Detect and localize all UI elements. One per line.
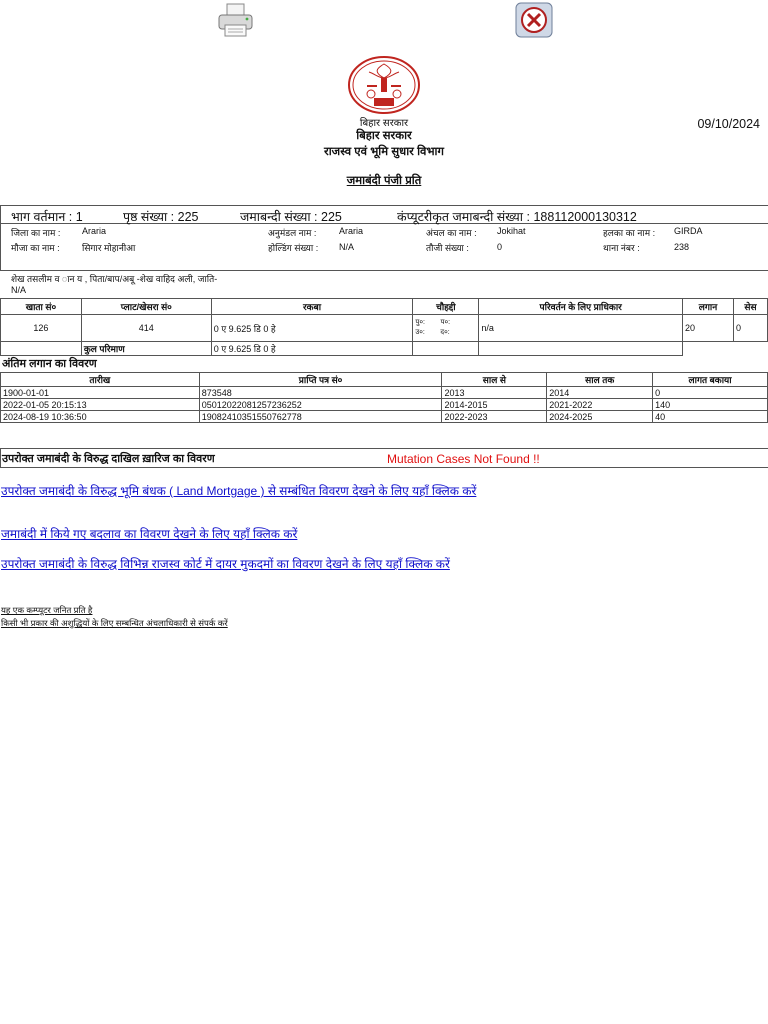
total-empty-cell bbox=[683, 342, 734, 356]
changes-link[interactable]: जमाबंदी में किये गए बदलाव का विवरण देखने के लिए यहाँ क्लिक करें bbox=[1, 527, 298, 541]
rent-section-title: अंतिम लगान का विवरण bbox=[2, 358, 97, 370]
lagan-value: 20 bbox=[683, 315, 734, 342]
total-empty-cell bbox=[1, 342, 82, 356]
page-value: 225 bbox=[177, 210, 199, 224]
govt-name: बिहार सरकार bbox=[356, 130, 412, 142]
department-name: राजस्व एवं भूमि सुधार विभाग bbox=[324, 146, 444, 158]
rakba-value: 0 ए 9.625 डि 0 हे bbox=[211, 315, 413, 342]
total-value: 0 ए 9.625 डि 0 हे bbox=[211, 342, 413, 356]
thana-label: थाना नंबर : bbox=[603, 243, 640, 253]
col-khata: खाता सं० bbox=[1, 299, 82, 315]
khesra-value: 414 bbox=[81, 315, 211, 342]
tauzi-label: तौजी संख्या : bbox=[426, 243, 469, 253]
rent-receipt: 873548 bbox=[199, 387, 442, 399]
mauja-value: सिगार मोहानीआ bbox=[82, 243, 136, 253]
circle-value: Jokihat bbox=[497, 226, 526, 236]
district-label: जिला का नाम : bbox=[11, 228, 61, 238]
bhag-label: भाग वर्तमान : bbox=[11, 210, 73, 224]
halka-label: हलका का नाम : bbox=[603, 228, 656, 238]
print-date: 09/10/2024 bbox=[697, 117, 760, 131]
boundary-north: उ०: bbox=[415, 329, 425, 336]
jamabandi-label: जमाबन्दी संख्या : bbox=[240, 210, 318, 224]
holding-value: N/A bbox=[339, 242, 355, 252]
computer-value: 188112000130312 bbox=[533, 210, 637, 224]
total-empty-cell bbox=[733, 342, 767, 356]
computer-field bbox=[397, 208, 637, 225]
govt-name-small: बिहार सरकार bbox=[359, 118, 409, 129]
total-label: कुल परिमाण bbox=[81, 342, 211, 356]
page-title: जमाबंदी पंजी प्रति bbox=[346, 175, 422, 187]
table-row bbox=[1, 399, 768, 411]
rent-date: 1900-01-01 bbox=[1, 387, 200, 399]
col-rakba: रकबा bbox=[211, 299, 413, 315]
thana-value: 238 bbox=[674, 242, 690, 252]
khata-value: 126 bbox=[1, 315, 82, 342]
col-khesra: प्लाट/खेसरा सं० bbox=[81, 299, 211, 315]
total-empty-cell bbox=[413, 342, 479, 356]
rent-table bbox=[0, 372, 768, 423]
col-authority: परिवर्तन के लिए प्राधिकार bbox=[479, 299, 683, 315]
mortgage-link[interactable]: उपरोक्त जमाबंदी के विरुद्ध भूमि बंधक ( Land Mortgage ) से सम्बंधित विवरण देखने के लिए यहाँ क्लिक करें bbox=[1, 484, 477, 498]
holding-label: होल्डिंग संख्या : bbox=[268, 243, 319, 253]
land-table-header bbox=[1, 299, 768, 315]
rent-date: 2022-01-05 20:15:13 bbox=[1, 399, 200, 411]
col-year-to: साल तक bbox=[547, 373, 653, 387]
col-receipt: प्राप्ति पत्र सं० bbox=[199, 373, 442, 387]
rent-date: 2024-08-19 10:36:50 bbox=[1, 411, 200, 423]
bihar-emblem bbox=[347, 56, 421, 116]
rent-receipt: 19082410351550762778 bbox=[199, 411, 442, 423]
footer-note: यह एक कम्प्यूटर जनित प्रति है bbox=[1, 605, 93, 615]
col-lagan: लगान bbox=[683, 299, 734, 315]
owner-details: शेख तसलीम व ान य , पिता/बाप/अबू -शेख वाहिद अली, जाति- bbox=[11, 274, 218, 284]
rent-table-header bbox=[1, 373, 768, 387]
subdiv-label: अनुमंडल नाम : bbox=[268, 228, 317, 238]
rent-year-from: 2013 bbox=[442, 387, 547, 399]
rent-receipt: 05012022081257236252 bbox=[199, 399, 442, 411]
rent-dues: 40 bbox=[653, 411, 768, 423]
boundary-value bbox=[413, 315, 479, 342]
rent-year-from: 2022-2023 bbox=[442, 411, 547, 423]
district-value: Araria bbox=[82, 226, 107, 236]
page-label: पृष्ठ संख्या : bbox=[123, 210, 175, 224]
mutation-title: उपरोक्त जमाबंदी के विरुद्ध दाखिल ख़ारिज का विवरण bbox=[2, 453, 215, 465]
halka-value: GIRDA bbox=[674, 226, 703, 236]
boundary-west: प०: bbox=[440, 319, 451, 326]
subdiv-value: Araria bbox=[339, 226, 364, 236]
jamabandi-field bbox=[240, 208, 342, 225]
mauja-label: मौजा का नाम : bbox=[11, 243, 60, 253]
owner-value: N/A bbox=[11, 285, 27, 295]
total-row bbox=[1, 342, 768, 356]
table-row bbox=[1, 315, 768, 342]
table-row bbox=[1, 411, 768, 423]
rent-year-to: 2014 bbox=[547, 387, 653, 399]
footer-contact-note: किसी भी प्रकार की अशुद्धियों के लिए सम्बन्धित अंचलाधिकारी से संपर्क करें bbox=[1, 618, 228, 628]
rent-dues: 0 bbox=[653, 387, 768, 399]
ses-value: 0 bbox=[733, 315, 767, 342]
close-icon[interactable] bbox=[515, 2, 553, 38]
rent-year-from: 2014-2015 bbox=[442, 399, 547, 411]
circle-label: अंचल का नाम : bbox=[426, 228, 477, 238]
land-table bbox=[0, 298, 768, 356]
boundary-south: द०: bbox=[440, 329, 450, 336]
col-boundary: चौहद्दी bbox=[413, 299, 479, 315]
jamabandi-value: 225 bbox=[321, 210, 342, 224]
bhag-field bbox=[11, 208, 83, 225]
page-field bbox=[123, 208, 198, 225]
table-row bbox=[1, 387, 768, 399]
col-date: तारीख bbox=[1, 373, 200, 387]
tauzi-value: 0 bbox=[497, 242, 503, 252]
rent-dues: 140 bbox=[653, 399, 768, 411]
mutation-status: Mutation Cases Not Found !! bbox=[387, 452, 540, 466]
authority-value: n/a bbox=[479, 315, 683, 342]
court-cases-link[interactable]: उपरोक्त जमाबंदी के विरुद्ध विभिन्न राजस्व कोर्ट में दायर मुकदमों का विवरण देखने के लिए यहाँ क्लिक करें bbox=[1, 557, 450, 571]
col-dues: लागत बकाया bbox=[653, 373, 768, 387]
col-year-from: साल से bbox=[442, 373, 547, 387]
boundary-east: पु०: bbox=[415, 319, 425, 326]
col-ses: सेस bbox=[733, 299, 767, 315]
computer-label: कंप्यूटरीकृत जमाबन्दी संख्या : bbox=[397, 210, 530, 224]
rent-year-to: 2024-2025 bbox=[547, 411, 653, 423]
rent-year-to: 2021-2022 bbox=[547, 399, 653, 411]
bhag-value: 1 bbox=[75, 210, 83, 224]
printer-icon[interactable] bbox=[216, 2, 256, 38]
total-empty-cell bbox=[479, 342, 683, 356]
summary-divider bbox=[0, 223, 768, 224]
